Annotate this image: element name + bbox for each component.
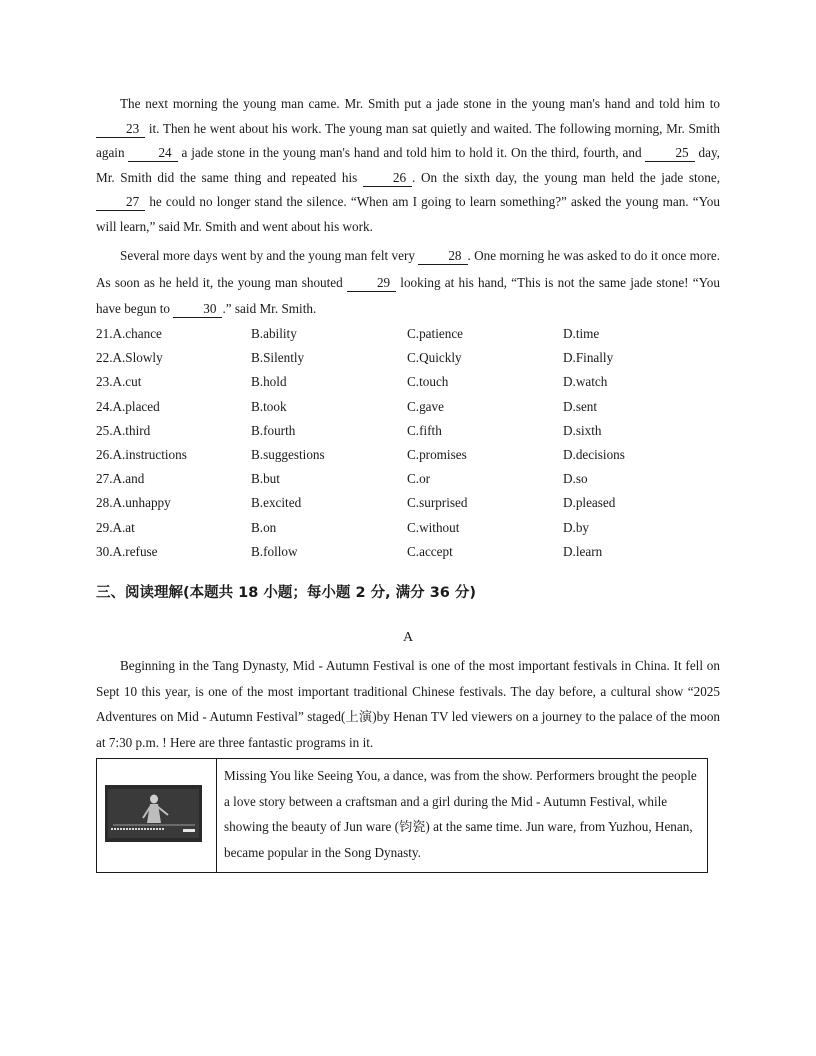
option-row-27 [96,467,720,491]
blank-29: 29 [347,275,396,292]
blank-25: 25 [645,145,694,162]
option-d: D.decisions [563,446,625,462]
option-b: B.suggestions [251,446,325,462]
option-c: C.touch [407,374,449,390]
option-row-25 [96,419,720,443]
option-a: 23.A.cut [96,374,142,390]
table-divider [216,759,217,872]
option-b: B.fourth [251,422,296,438]
option-row-21 [96,322,720,346]
option-b: B.took [251,398,287,414]
option-c: C.fifth [407,422,442,438]
option-d: D.by [563,519,590,535]
option-row-26 [96,443,720,467]
option-c: C.surprised [407,495,468,511]
option-b: B.ability [251,326,297,341]
option-b: B.excited [251,495,302,511]
option-row-30 [96,540,720,564]
text-run: .” said Mr. Smith. [222,301,317,316]
option-a: 21.A.chance [96,326,162,341]
option-c: C.or [407,471,431,487]
option-b: B.on [251,519,277,535]
option-row-29 [96,516,720,540]
option-d: D.so [563,471,588,487]
option-b: B.hold [251,374,287,390]
option-d: D.time [563,326,600,341]
option-d: D.pleased [563,495,616,511]
blank-28: 28 [418,248,467,265]
blank-27: 27 [96,194,145,211]
text-run: looking at his hand, “This is not the same jade stone! “You have begun to [96,274,720,316]
text-run: . One morning he was asked to do it once more. As soon as he held it, the young man shouted [96,248,720,290]
text-run: Several more days went by and the young man felt very [120,248,419,263]
text-run: he could no longer stand the silence. “When am I going to learn something?” asked the young man. “You will learn,” said Mr. Smith and went about his work. [96,194,720,234]
option-c: C.Quickly [407,350,462,366]
dance-photo-graphic [105,785,202,842]
option-b: B.but [251,471,280,487]
text-run: it. Then he went about his work. The young man sat quietly and waited. The following morning, Mr. Smith again [96,120,720,161]
option-c: C.gave [407,398,444,414]
option-c: C.accept [407,543,453,559]
option-d: D.sent [563,398,598,414]
program-description: Missing You like Seeing You, a dance, was from the show. Performers brought the people a love story between a craftsman and a girl during the Mid - Autumn Festival, while showing the beauty of Jun ware (钧瓷) at the same time. Jun ware, from Yuzhou, Henan, became popular in the Song Dynasty. [224,768,697,860]
reading-part-label: A [402,630,414,645]
option-c: C.without [407,519,460,535]
cloze-paragraph-1 [96,92,720,240]
text-run: a jade stone in the young man's hand and told him to hold it. On the third, fourth, and [177,145,646,161]
option-row-28 [96,491,720,515]
option-a: 29.A.at [96,519,135,535]
blank-24: 24 [128,145,177,162]
program-table [96,758,708,873]
text-run: day, Mr. Smith did the same thing and repeated his [96,145,720,185]
option-d: D.learn [563,543,603,559]
text-run: . On the sixth day, the young man held the jade stone, [412,169,720,185]
cloze-paragraph-2 [96,243,720,323]
option-a: 27.A.and [96,471,145,487]
option-row-23 [96,370,720,394]
blank-23: 23 [96,121,145,138]
section-heading: 三、阅读理解(本题共 18 小题；每小题 2 分, 满分 36 分) [96,585,477,601]
option-d: D.watch [563,374,608,390]
option-a: 28.A.unhappy [96,495,171,511]
option-d: D.Finally [563,350,614,366]
blank-30: 30 [173,301,222,318]
option-a: 22.A.Slowly [96,350,163,366]
text-run: The next morning the young man came. Mr. Smith put a jade stone in the young man's hand and told him to [120,96,720,111]
option-a: 25.A.third [96,422,151,438]
option-b: B.Silently [251,350,305,366]
blank-26: 26 [363,170,412,187]
option-row-22 [96,346,720,370]
option-a: 26.A.instructions [96,446,187,462]
option-a: 24.A.placed [96,398,160,414]
option-row-24 [96,395,720,419]
dance-photo [105,785,202,842]
option-c: C.patience [407,326,464,341]
answer-options-list [96,322,720,564]
option-a: 30.A.refuse [96,543,158,559]
option-d: D.sixth [563,422,602,438]
option-b: B.follow [251,543,298,559]
reading-intro-paragraph: Beginning in the Tang Dynasty, Mid - Autumn Festival is one of the most important festivals in China. It fell on Sept 10 this year, is one of the most important traditional Chinese festivals. The day before, a cultural show “2025 Adventures on Mid - Autumn Festival” staged(上演)by Henan TV led viewers on a journey to the palace of the moon at 7:30 p.m. ! Here are three fantastic programs in it. [96,658,720,750]
option-c: C.promises [407,446,467,462]
